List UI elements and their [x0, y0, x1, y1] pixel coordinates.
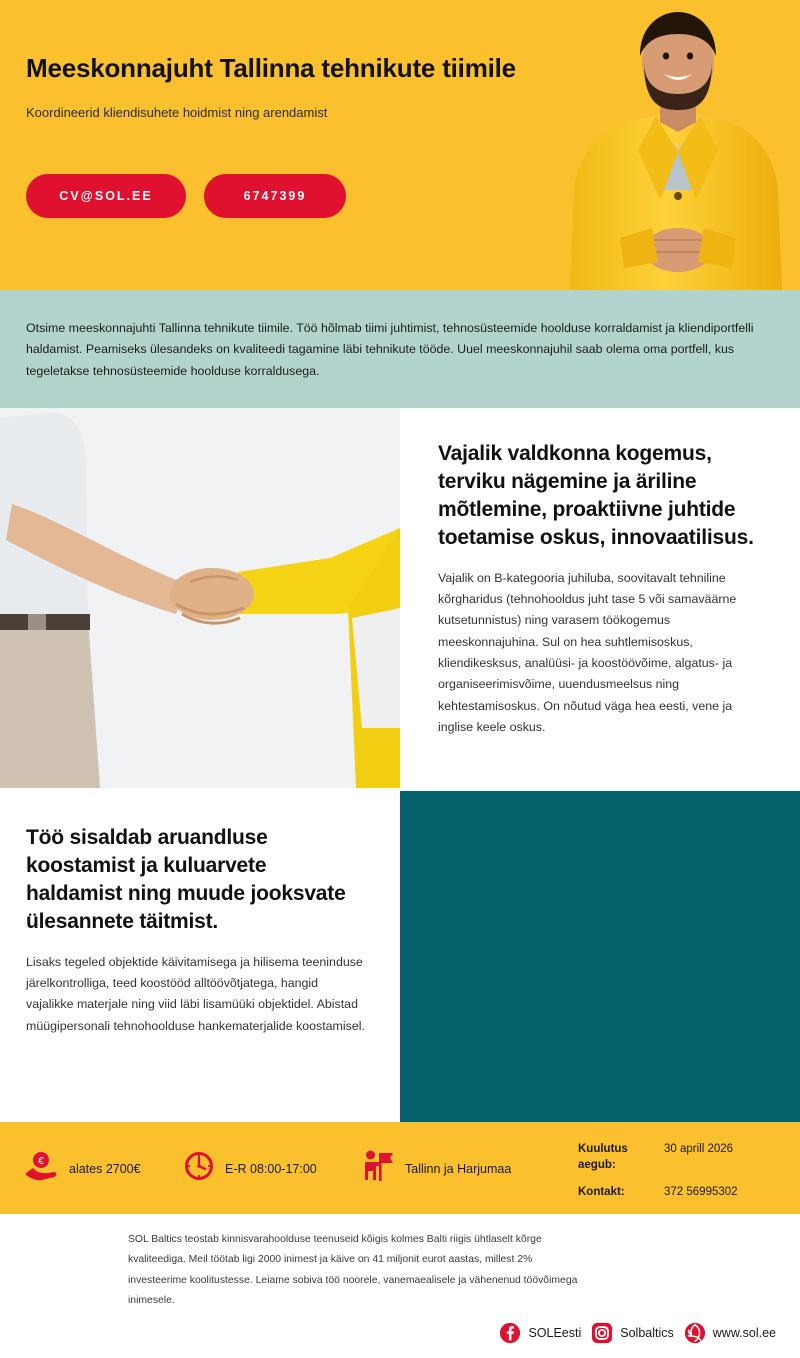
facts-row [24, 1150, 511, 1187]
expiry-value: 30 aprill 2026 [664, 1143, 734, 1155]
company-description: SOL Baltics teostab kinnisvarahoolduse teenuseid kõigis kolmes Balti riigis ühtlaselt kõrge kvaliteediga. Meil töötab ligi 2000 inimest ja käive on 41 miljonit eurot aastas, millest 2% investeerime koolitustesse. Leiame sobiva töö noorele, vanemaealisele ja vähenenud töövõimega inimesele. [128, 1234, 578, 1306]
requirements-section [400, 408, 800, 790]
email-cta-button[interactable]: CV@SOL.EE [26, 174, 186, 218]
instagram-label: Solbaltics [620, 1326, 674, 1340]
meta-details [578, 1142, 788, 1201]
website-label: www.sol.ee [712, 1326, 776, 1340]
salary-label: alates 2700€ [69, 1161, 141, 1176]
tasks-body: Lisaks tegeled objektide käivitamisega ja hilisema teeninduse järelkontrolliga, teed koostööd alltöövõtjatega, hangid vajalikke materjale ning viid läbi lisamüüki objektidel. Abistad müügipersonali tehnohoolduse hankematerjalide koostamisel. [26, 954, 365, 1033]
instagram-icon [591, 1322, 613, 1344]
person-flag-icon [364, 1150, 394, 1187]
social-link-instagram[interactable] [591, 1322, 674, 1344]
handshake-photo [0, 408, 400, 788]
svg-text:€: € [38, 1156, 44, 1167]
location-fact [364, 1150, 511, 1187]
page-title: Meeskonnajuht Tallinna tehnikute tiimile [26, 53, 516, 83]
expiry-label: Kuulutus aegub: [578, 1143, 628, 1171]
hand-euro-coin-icon [24, 1151, 58, 1186]
social-link-website[interactable] [684, 1322, 776, 1344]
contact-label: Kontakt: [578, 1186, 625, 1199]
social-links [499, 1322, 776, 1344]
facebook-label: SOLEesti [528, 1326, 582, 1340]
salary-fact [24, 1151, 184, 1186]
hours-label: E-R 08:00-17:00 [225, 1161, 317, 1176]
globe-icon [684, 1322, 706, 1344]
social-link-facebook[interactable] [499, 1322, 581, 1344]
intro-text: Otsime meeskonnajuhti Tallinna tehnikute tiimile. Töö hõlmab tiimi juhtimist, tehnosüsteemide hoolduse korraldamist ja kliendiportfelli haldamist. Peamiseks ülesandeks on kvaliteedi tagamine läbi tehnikute tööde. Uuel meeskonnajuhil saab olema oma portfell, kus tegeletakse tehnosüsteemide hoolduse korraldusega. [26, 321, 754, 378]
clock-icon [184, 1151, 214, 1186]
hero-text-block [26, 52, 546, 122]
facebook-icon [499, 1322, 521, 1344]
hours-fact [184, 1151, 364, 1186]
teal-decorative-block [400, 791, 800, 1122]
hero-section [0, 0, 800, 290]
phone-cta-button[interactable]: 6747399 [204, 174, 346, 218]
contact-value: 372 56995302 [664, 1186, 738, 1199]
tasks-section [0, 790, 400, 1122]
hero-action-buttons [26, 174, 346, 218]
hero-portrait-photo [560, 0, 800, 290]
intro-section [0, 290, 800, 408]
requirements-body: Vajalik on B-kategooria juhiluba, soovitavalt tehniline kõrgharidus (tehnohooldus juht tase 5 või samaväärne kutsetunnistus) ning varasem töökogemus meeskonnajuhina. Sul on hea suhtlemisoskus, kliendikesksus, analüüsi- ja koostöövõime, algatus- ja organiseerimisvõime, uuendusmeelsus ning kehtestamisoskus. On nõutud väga hea eesti, vene ja inglise keele oskus. [438, 570, 737, 734]
tasks-title: Töö sisaldab aruandluse koostamist ja kuluarvete haldamist ning muude jooksvate ülesannete täitmist. [26, 826, 346, 933]
hero-subtitle: Koordineerid kliendisuhete hoidmist ning arendamist [26, 104, 328, 120]
location-label: Tallinn ja Harjumaa [405, 1161, 512, 1176]
footer-section [0, 1214, 800, 1358]
info-bar [0, 1122, 800, 1214]
requirements-title: Vajalik valdkonna kogemus, terviku nägemine ja äriline mõtlemine, proaktiivne juhtide toetamise oskus, innovaatilisus. [438, 442, 754, 549]
